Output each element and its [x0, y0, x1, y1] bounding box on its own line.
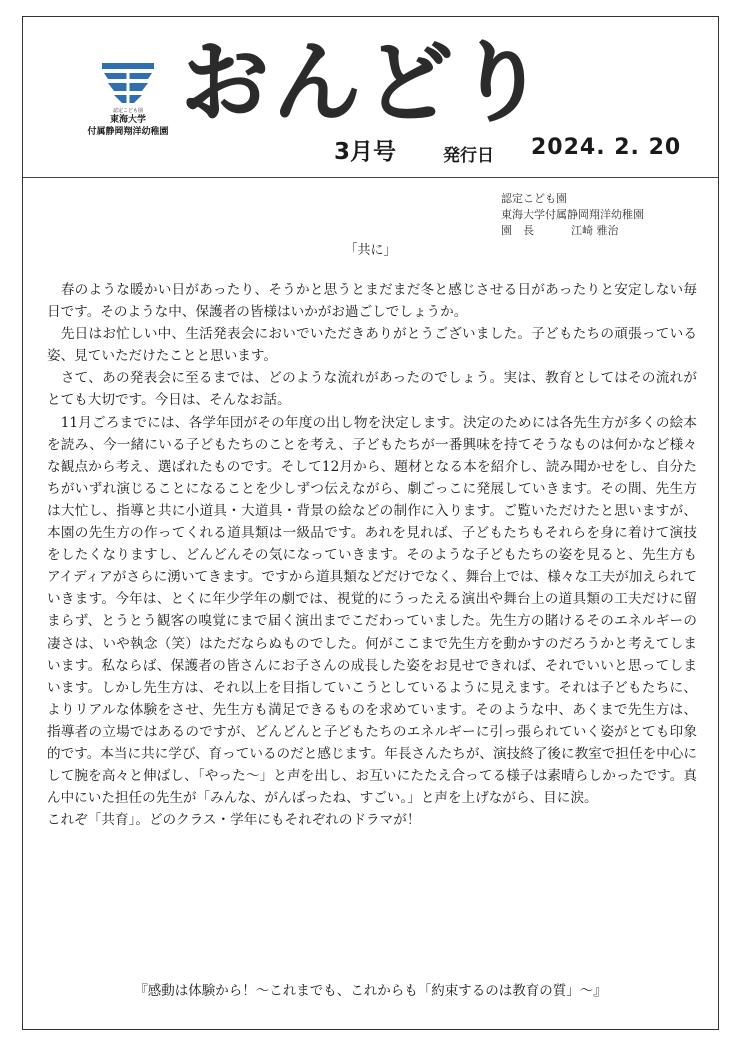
- closing-slogan: 『感動は体験から！〜これまでも、これからも「約束するのは教育の質」〜』: [134, 983, 607, 999]
- newsletter-header: [23, 17, 718, 177]
- publication-label: 発行日: [443, 146, 494, 166]
- issue-number: 3月号: [334, 139, 397, 165]
- paragraph: これぞ「共育」。どのクラス・学年にもそれぞれのドラマが！: [47, 812, 421, 829]
- paragraph: 先日はお忙しい中、生活発表会においでいただきありがとうございました。子どもたちの頑張っている姿、見ていただけたことと思います。: [47, 326, 697, 365]
- org-name: 東海大学付属静岡翔洋幼稚園: [501, 208, 644, 221]
- article-heading: 「共に」: [344, 243, 397, 258]
- paragraph: 11月ごろまでには、各学年団がその年度の出し物を決定します。決定のためには各先生方が多くの絵本を読み、今一緒にいる子どもたちのことを考え、子どもたちが一番興味を持てそうなものは何かなど様々な観点から考え、選ばれたものです。そして12月から、題材となる本を紹介し、読み聞かせをし、自分たちがいずれ演じることになることを少しずつ伝えながら、劇ごっこに発展していきます。その間、先生方は大忙し、指導と共に小道具・大道具・背景の絵などの制作に入ります。ご覧いただけたと思いますが、本園の先生方の作ってくれる道具類は一級品です。あれを見れば、子どもたちもそれらを身に着けて演技をしたくなりますし、どんどんその気になっていきます。そのような子どもたちの姿を見ると、先生方もアイディアがさらに湧いてきます。ですから道具類などだけでなく、舞台上では、様々な工夫が加えられていきます。今年は、とくに年少学年の劇では、視覚的にうったえる演出や舞台上の道具類の工夫だけに留まらず、とうとう観客の嗅覚にまで届く演出までこだわっていました。先生方の賭けるそのエネルギーの凄さは、いや執念（笑）はただならぬものでした。何がここまで先生方を動かすのだろうかと考えてしまいます。私ならば、保護者の皆さんにお子さんの成長した姿をお見せできれば、それでいいと思ってしまいます。しかし先生方は、それ以上を目指していこうとしているように見えます。それは子どもたちに、よりリアルな体験をさせ、先生方も満足できるものを求めています。そのような中、あくまで先生方は、指導者の立場ではあるのですが、どんどんと子どもたちのエネルギーに引っ張られていく姿がとても印象的です。本当に共に学び、育っているのだと感じます。年長さんたちが、演技終了後に教室で担任を中心にして腕を高々と伸ばし、「やった〜」と声を出し、お互いにたたえ合ってる様子は素晴らしかったです。真ん中にいた担任の先生が「みんな、がんばったね、すごい。」と声を上げながら、目に涙。: [47, 414, 697, 807]
- paragraph: 春のような暖かい日があったり、そうかと思うとまだまだ冬と感じさせる日があったりと安定しない毎日です。そのような中、保護者の皆様はいかがお過ごしでしょうか。: [47, 282, 697, 321]
- publication-date: 2024. 2. 20: [531, 135, 682, 160]
- newsletter-title: おんどり: [181, 31, 550, 134]
- school-emblem-icon: [100, 61, 156, 105]
- header-divider: [23, 177, 718, 178]
- logo-university: 東海大学: [109, 115, 146, 125]
- org-type: 認定こども園: [501, 192, 567, 205]
- principal-name: 江崎 雅治: [571, 224, 619, 237]
- school-logo: [63, 61, 193, 171]
- article-body: [47, 279, 697, 831]
- logo-subtitle: 認定こども園: [112, 108, 143, 114]
- principal-line: [501, 223, 644, 239]
- paragraph: さて、あの発表会に至るまでは、どのような流れがあったのでしょう。実は、教育としてはその流れがとても大切です。今日は、そんなお話。: [47, 370, 697, 409]
- author-block: [501, 191, 644, 239]
- principal-role: 園 長: [501, 224, 534, 237]
- newsletter-page: [22, 16, 719, 1030]
- logo-kindergarten: 付属静岡翔洋幼稚園: [87, 127, 169, 137]
